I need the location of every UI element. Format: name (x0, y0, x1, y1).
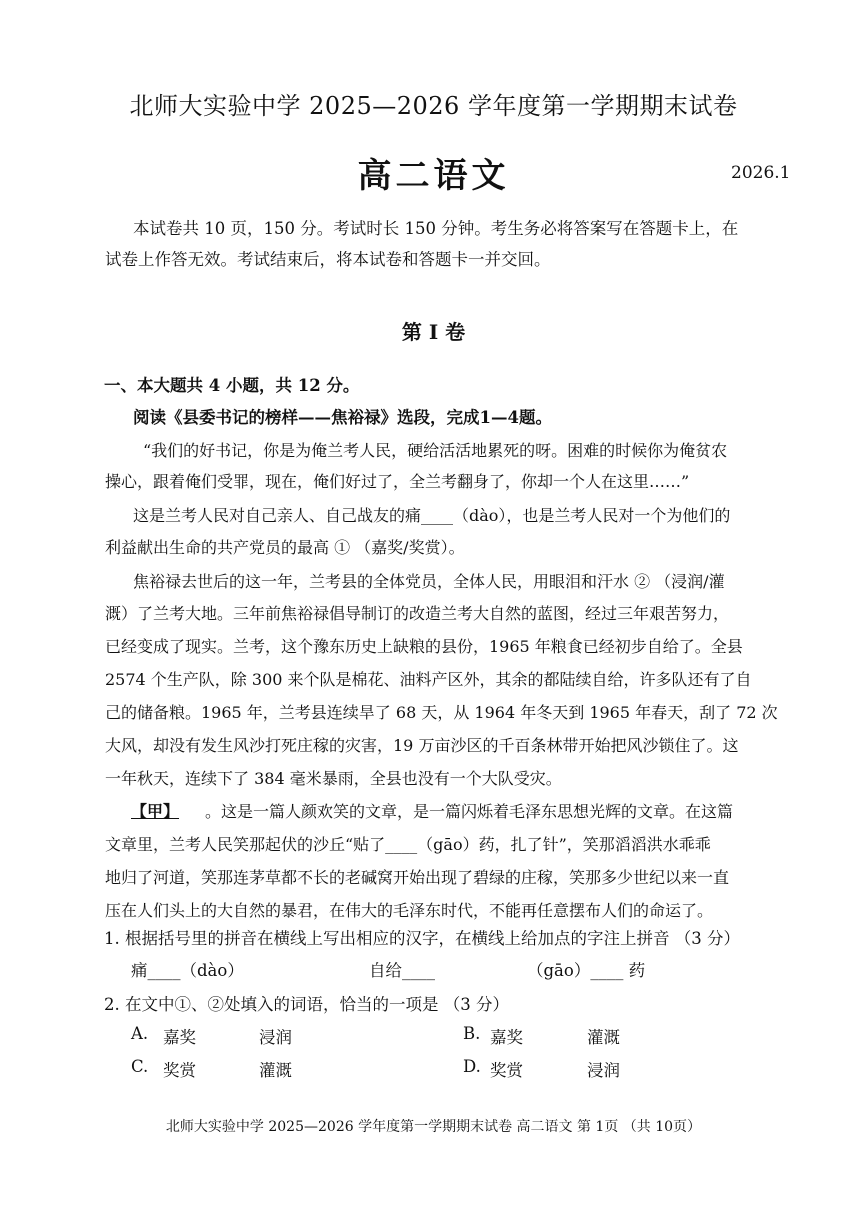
question-1-item-b: 自给____ (369, 961, 435, 980)
passage-line: 大风，却没有发生风沙打死庄稼的灾害，19 万亩沙区的千百条林带开始把风沙锁住了。这 (105, 736, 739, 755)
question-1-item-c: （gāo）____ 药 (527, 961, 646, 980)
option-label: C. (131, 1057, 149, 1076)
passage-line: 溉）了兰考大地。三年前焦裕禄倡导制订的改造兰考大自然的蓝图，经过三年艰苦努力， (105, 604, 730, 623)
passage-line: 已经变成了现实。兰考，这个豫东历史上缺粮的县份，1965 年粮食已经初步自给了。全县 (105, 637, 743, 656)
passage-line: 操心，跟着俺们受罪，现在，俺们好过了，全兰考翻身了，你却一个人在这里……” (105, 472, 690, 491)
passage-line: “我们的好书记，你是为俺兰考人民，硬给活活地累死的呀。困难的时候你为俺贫农 (143, 441, 728, 460)
option-word-2: 灌溉 (587, 1028, 620, 1047)
passage-line: 利益献出生命的共产党员的最高 ① （嘉奖/奖赏）。 (105, 538, 465, 557)
volume-title: 第 I 卷 (401, 320, 466, 344)
option-label: D. (463, 1057, 481, 1076)
question-1-item-a: 痛____（dào） (131, 961, 244, 980)
instructions-line-2: 试卷上作答无效。考试结束后，将本试卷和答题卡一并交回。 (105, 250, 551, 269)
subject-title: 高二语文 (357, 156, 510, 196)
option-word-1: 嘉奖 (163, 1028, 196, 1047)
passage-line: 。这是一篇人颜欢笑的文章，是一篇闪烁着毛泽东思想光辉的文章。在这篇 (205, 802, 734, 821)
option-word-1: 奖赏 (163, 1061, 196, 1080)
option-word-2: 灌溉 (259, 1061, 292, 1080)
option-word-2: 浸润 (587, 1061, 620, 1080)
passage-line: 文章里，兰考人民笑那起伏的沙丘“贴了____（gāo）药，扎了针”，笑那滔滔洪水乖乖 (105, 835, 711, 854)
instructions-line-1: 本试卷共 10 页，150 分。考试时长 150 分钟。考生务必将答案写在答题卡上，在 (133, 219, 739, 238)
passage-line: 己的储备粮。1965 年，兰考县连续旱了 68 天，从 1964 年冬天到 1965 年春天，刮了 72 次 (105, 703, 778, 722)
option-label: A. (131, 1024, 149, 1043)
option-word-1: 奖赏 (490, 1061, 523, 1080)
option-word-1: 嘉奖 (490, 1028, 523, 1047)
blank-jia-marker: 【甲】 (131, 802, 180, 821)
passage-line: 压在人们头上的大自然的暴君，在伟大的毛泽东时代，不能再任意摆布人们的命运了。 (105, 901, 714, 920)
passage-line: 焦裕禄去世后的这一年，兰考县的全体党员，全体人民，用眼泪和汗水 ② （浸润/灌 (133, 572, 725, 591)
reading-prompt: 阅读《县委书记的榜样——焦裕禄》选段，完成1—4题。 (133, 408, 552, 427)
exam-date: 2026.1 (731, 163, 791, 183)
question-2-stem: 2. 在文中①、②处填入的词语，恰当的一项是 （3 分） (104, 995, 509, 1014)
page-footer: 北师大实验中学 2025—2026 学年度第一学期期末试卷 高二语文 第 1页 （共 10页） (165, 1119, 702, 1135)
passage-line: 2574 个生产队，除 300 来个队是棉花、油料产区外，其余的都陆续自给，许多队还有了自 (105, 670, 752, 689)
passage-line: 一年秋天，连续下了 384 毫米暴雨，全县也没有一个大队受灾。 (105, 769, 562, 788)
exam-title: 北师大实验中学 2025—2026 学年度第一学期期末试卷 (129, 92, 738, 120)
option-word-2: 浸润 (259, 1028, 292, 1047)
passage-line: 地归了河道，笑那连茅草都不长的老碱窝开始出现了碧绿的庄稼，笑那多少世纪以来一直 (105, 868, 730, 887)
option-label: B. (463, 1024, 481, 1043)
section-heading: 一、本大题共 4 小题，共 12 分。 (104, 376, 360, 395)
passage-line: 这是兰考人民对自己亲人、自己战友的痛____（dào），也是兰考人民对一个为他们的 (133, 506, 731, 525)
question-1-stem: 1. 根据括号里的拼音在横线上写出相应的汉字，在横线上给加点的字注上拼音 （3 分） (104, 929, 740, 948)
